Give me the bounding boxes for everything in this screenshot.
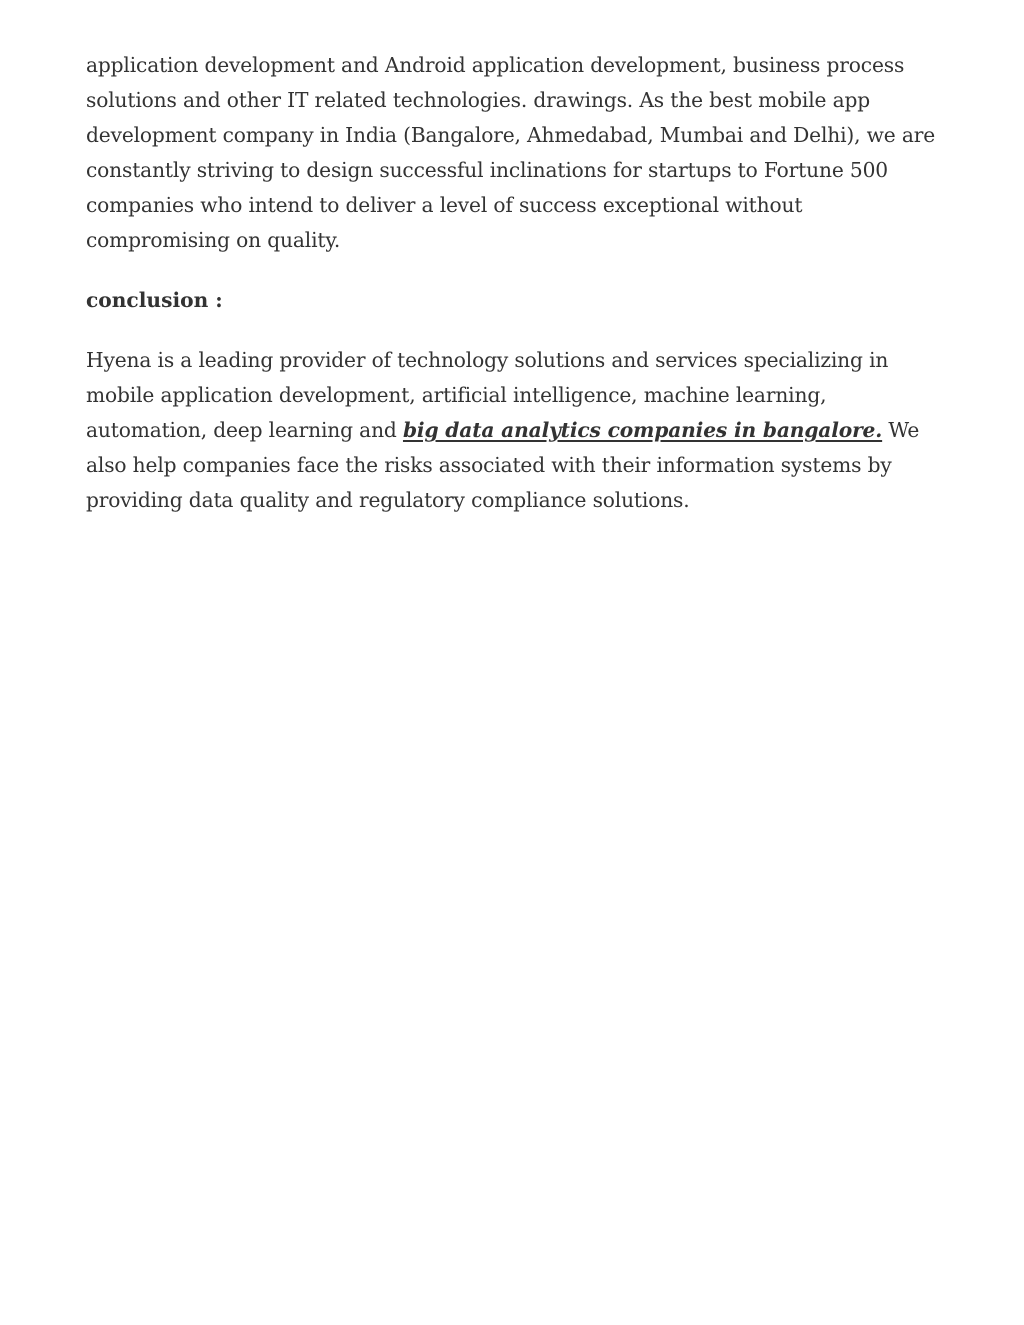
conclusion-text-after-link: We also help companies face the risks associated with their information systems by providing data quality and regulatory compliance solutions. xyxy=(86,417,920,513)
conclusion-text-before-link: Hyena is a leading provider of technology solutions and services specializing in mobile application development, artificial intelligence, machine learning, automation, deep learning and xyxy=(86,347,889,442)
article-body xyxy=(86,48,946,518)
conclusion-paragraph xyxy=(86,343,946,518)
intro-paragraph: application development and Android application development, business process solutions and other IT related technologies. drawings. As the best mobile app development company in India (Bangalore, Ahmedabad, Mumbai and Delhi), we are constantly striving to design successful inclinations for startups to Fortune 500 companies who intend to deliver a level of success exceptional without compromising on quality. xyxy=(86,53,936,253)
big-data-analytics-link[interactable]: big data analytics companies in bangalore. xyxy=(402,417,883,442)
conclusion-heading: conclusion : xyxy=(86,287,223,312)
